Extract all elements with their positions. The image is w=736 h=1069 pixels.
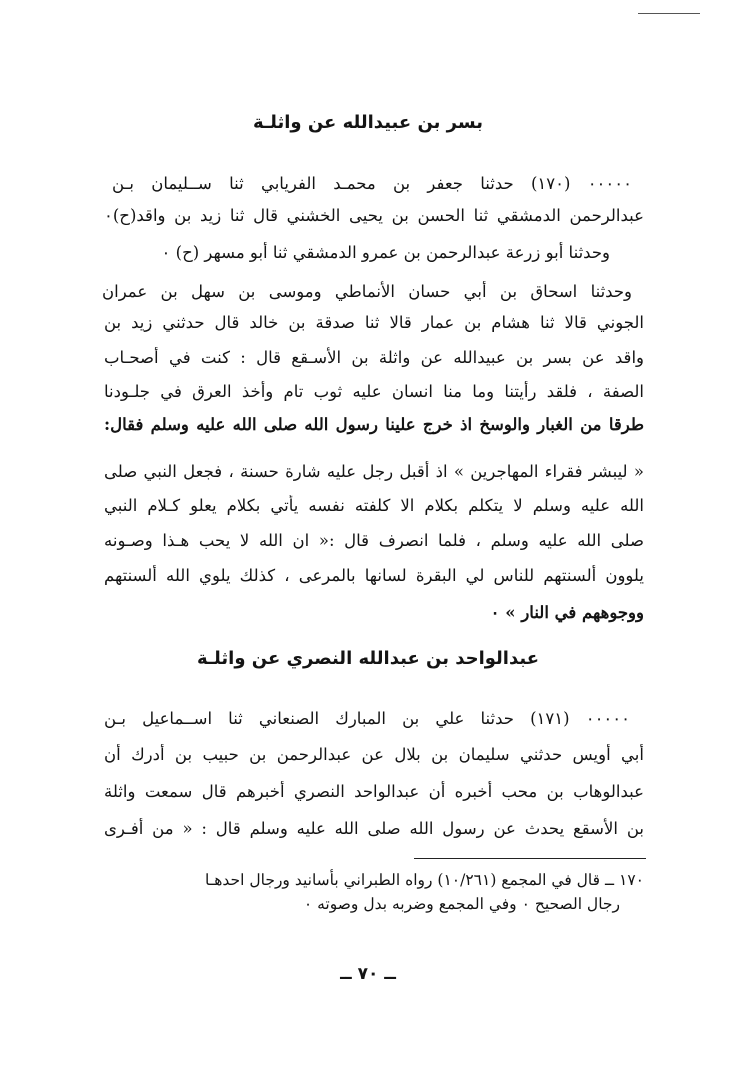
page-number: ــ ٧٠ ــ — [340, 964, 396, 984]
text-line: الله عليه وسلم لا يتكلم بكلام الا كلفته نفسه يأتي بكلام يعلو كـلام النبي — [104, 496, 644, 515]
text-line: الجوني قالا ثنا هشام بن عمار قالا ثنا صدقة بن خالد قال حدثني زيد بن — [104, 313, 644, 332]
footnote-separator — [414, 858, 646, 859]
text-line: أبي أويس حدثني سليمان بن بلال عن عبدالرحمن بن حبيب بن أدرك أن — [104, 745, 644, 764]
section-heading-2: عبدالواحد بن عبدالله النصري عن واثلـة — [196, 648, 540, 669]
text-line: يلوون ألسنتهم للناس لي البقرة لسانها بالمرعى ، كذلك يلوي الله ألسنتهم — [104, 566, 644, 585]
text-line: وحدثنا أبو زرعة عبدالرحمن بن عمرو الدمشقي ثنا أبو مسهر (ح) ٠ — [161, 243, 610, 262]
text-line: طرقا من الغبار والوسخ اذ خرج علينا رسول الله صلى الله عليه وسلم فقال: — [104, 415, 644, 434]
footnote-line: رجال الصحيح ٠ وفي المجمع وضربه بدل وصوته ٠ — [303, 895, 620, 913]
top-margin-rule — [638, 13, 700, 14]
text-line: ووجوههم في النار » ٠ — [490, 603, 644, 622]
section-heading-1: بسر بن عبيدالله عن واثلـة — [253, 112, 483, 133]
text-line: وحدثنا اسحاق بن أبي حسان الأنماطي وموسى بن سهل بن عمران — [102, 282, 632, 301]
text-line: واقد عن بسر بن عبيدالله عن واثلة بن الأسـقع قال : كنت في أصحـاب — [104, 348, 644, 367]
text-line: عبدالوهاب بن محب أخبره أن عبدالواحد النصري أخبرهم قال سمعت واثلة — [104, 782, 644, 801]
text-line: الصفة ، فلقد رأيتنا وما منا انسان عليه ثوب تام وأخذ العرق في جلـودنا — [104, 382, 644, 401]
text-line: ٠٠٠٠٠ (١٧٠) حدثنا جعفر بن محمـد الفريابي ثنا ســليمان بـن — [112, 174, 632, 193]
text-line: « ليبشر فقراء المهاجرين » اذ أقبل رجل عليه شارة حسنة ، فجعل النبي صلى — [104, 462, 644, 481]
text-line: عبدالرحمن الدمشقي ثنا الحسن بن يحيى الخشني قال ثنا زيد بن واقد(ح)٠ — [104, 206, 644, 225]
text-line: ٠٠٠٠٠ (١٧١) حدثنا علي بن المبارك الصنعاني ثنا اســماعيل بـن — [104, 709, 630, 728]
text-line: صلى الله عليه وسلم ، فلما انصرف قال :« ان الله لا يحب هـذا وصـونه — [104, 531, 644, 550]
footnote-line: ١٧٠ ــ قال في المجمع (١٠/٢٦١) رواه الطبراني بأسانيد ورجال احدهـا — [204, 871, 644, 889]
text-line: بن الأسقع يحدث عن رسول الله صلى الله عليه وسلم قال : « من أفـرى — [104, 819, 644, 838]
